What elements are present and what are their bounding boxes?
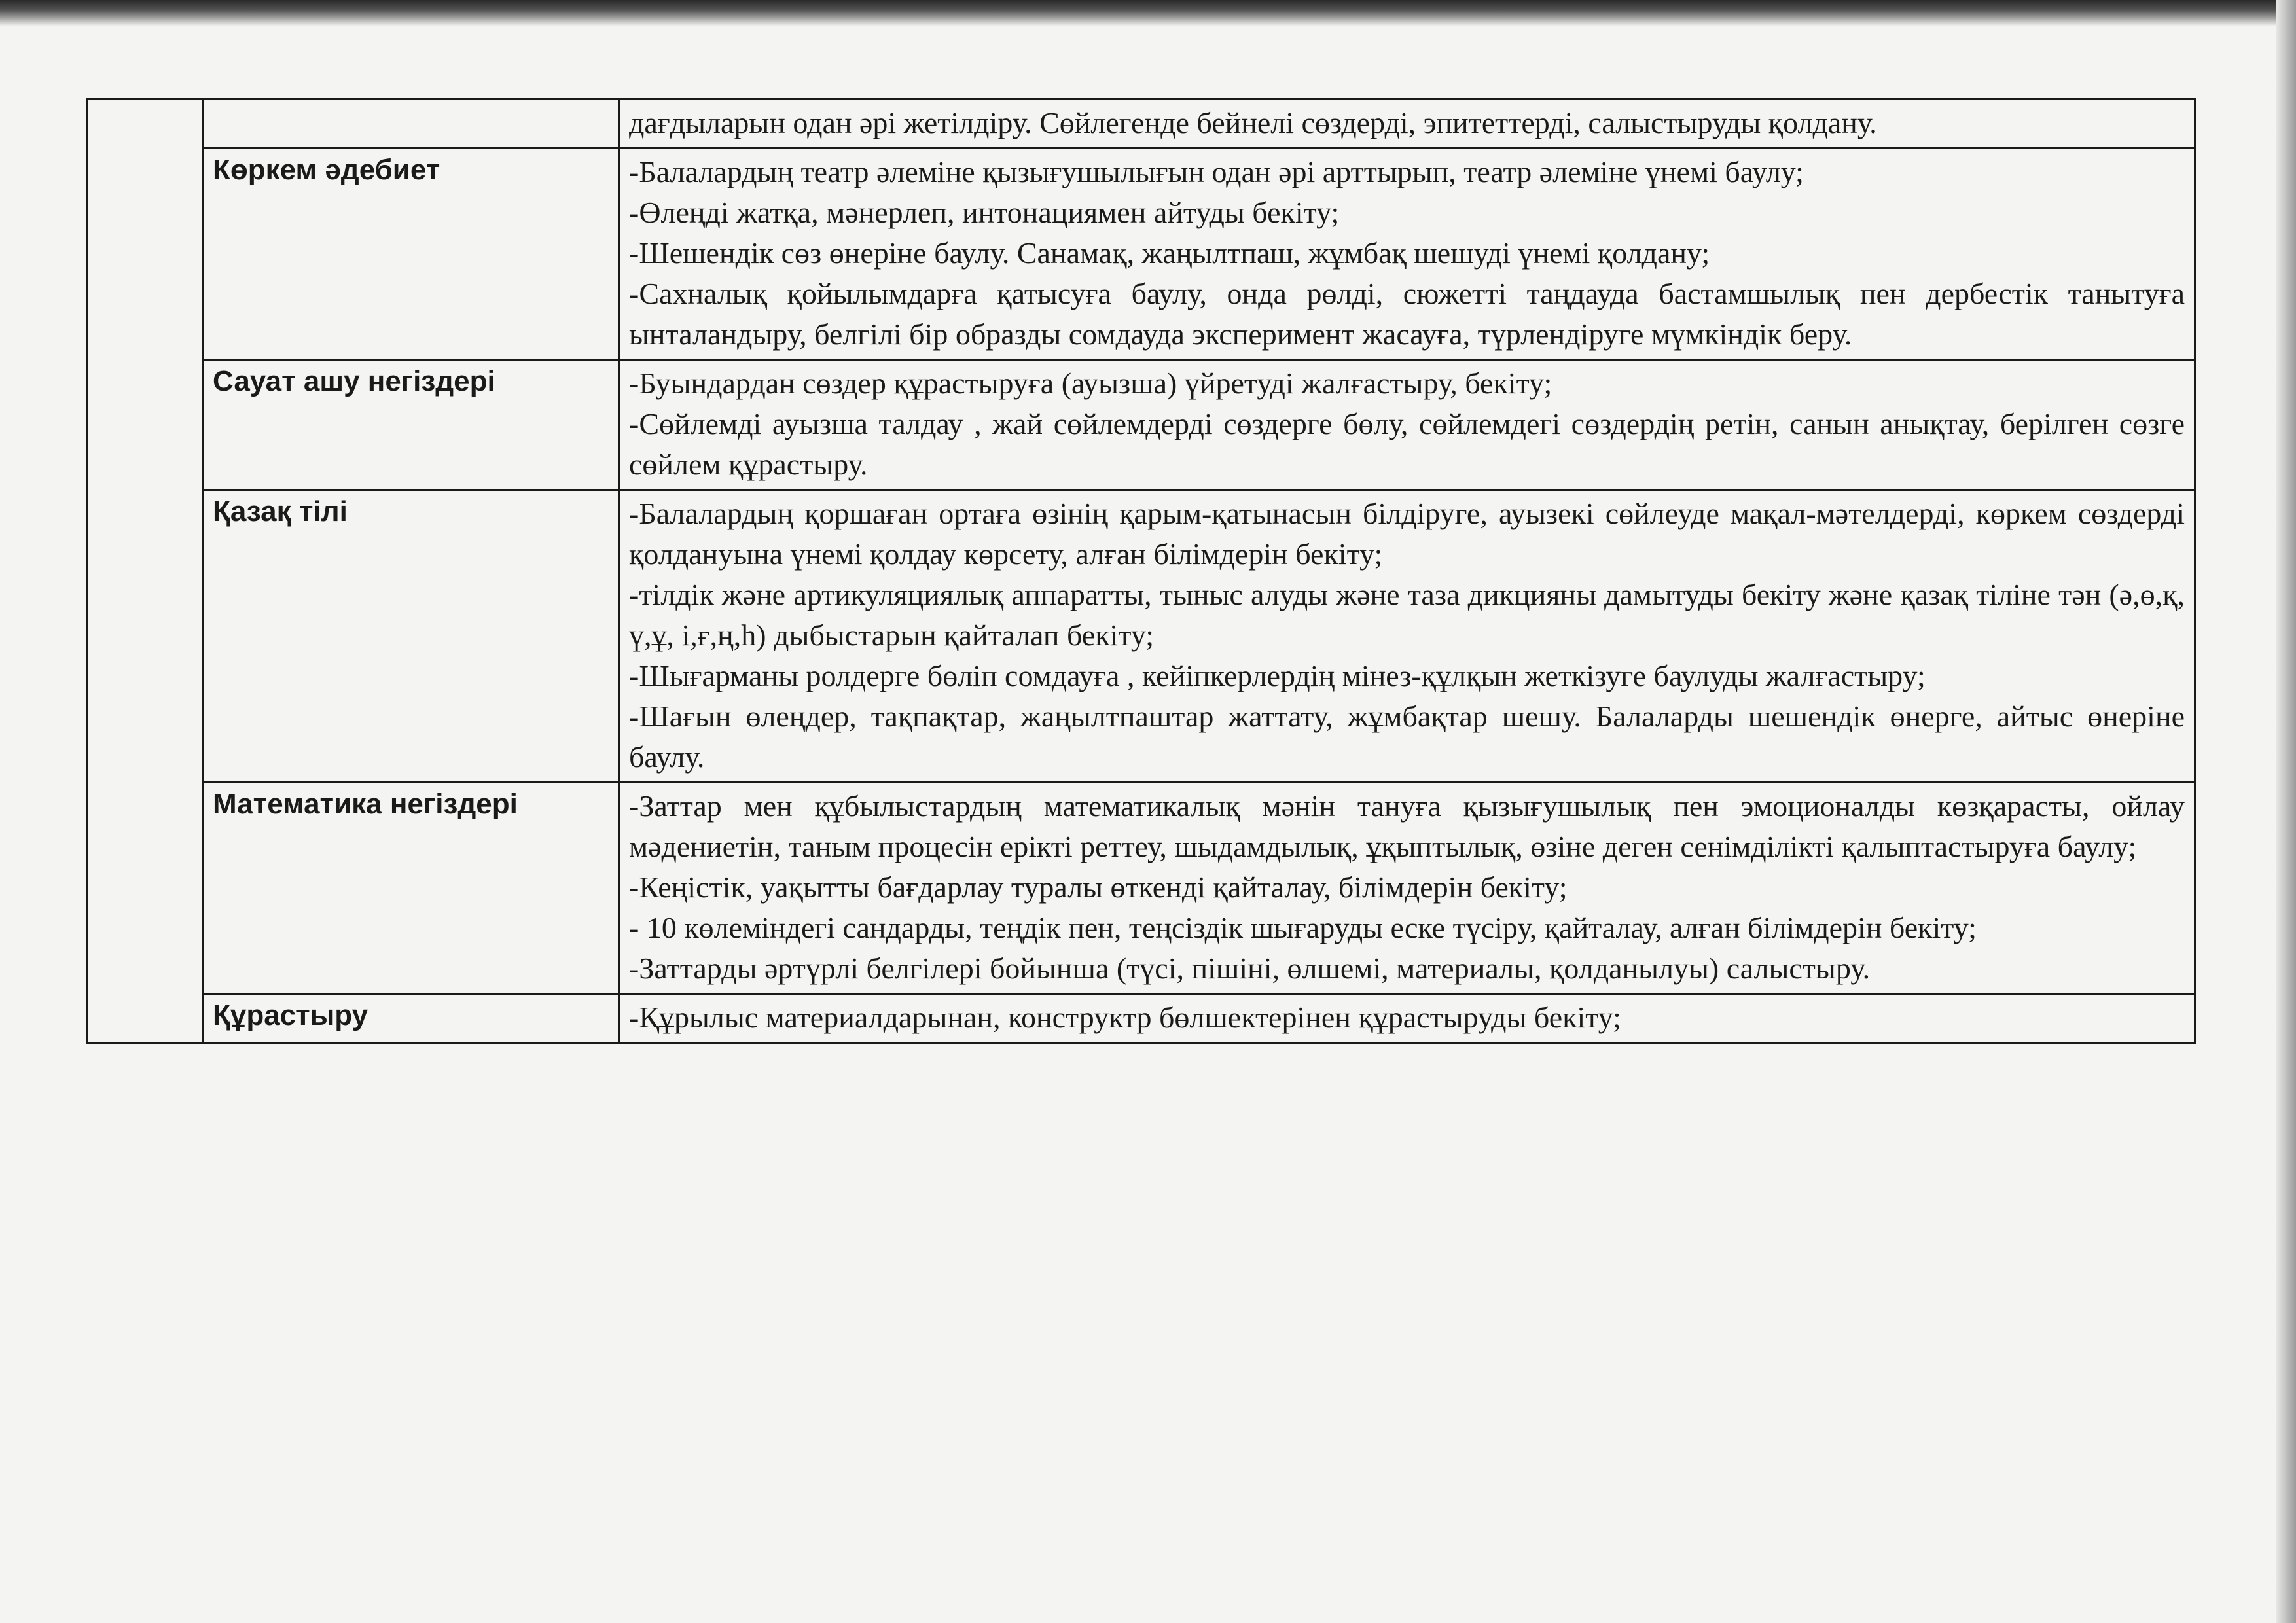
- content-cell: [619, 99, 2195, 149]
- content-paragraph: -тілдік және артикуляциялық аппаратты, тыныс алуды және таза дикцияны дамытуды бекіту және қазақ тіліне тән (ә,ө,қ, ү,ұ, і,ғ,ң,һ) дыбыстарын қайталап бекіту;: [629, 578, 2185, 652]
- content-cell: [619, 360, 2195, 490]
- content-paragraph: - 10 көлеміндегі сандарды, теңдік пен, теңсіздік шығаруды еске түсіру, қайталау, алған білімдерін бекіту;: [629, 911, 1977, 944]
- document-page: [86, 98, 2194, 1044]
- content-cell: [619, 149, 2195, 360]
- content-paragraph: дағдыларын одан әрі жетілдіру. Сөйлегенде бейнелі сөздерді, эпитеттерді, салыстыруды қолдану.: [629, 106, 1877, 139]
- curriculum-table-body: [88, 99, 2195, 1043]
- scan-shadow-right: [2276, 0, 2296, 1623]
- content-cell: [619, 994, 2195, 1043]
- content-paragraph: -Заттар мен құбылыстардың математикалық мәнін тануға қызығушылық пен эмоционалды көзқарасты, ойлау мәдениетін, таным процесін ерікті реттеу, шыдамдылық, ұқыптылық, өзіне деген сенімділікті қалыптастыруға баулу;: [629, 789, 2185, 863]
- subject-cell: Қазақ тілі: [203, 490, 619, 783]
- table-row: [88, 994, 2195, 1043]
- subject-cell: Сауат ашу негіздері: [203, 360, 619, 490]
- table-row: [88, 360, 2195, 490]
- curriculum-table: [86, 98, 2196, 1044]
- content-paragraph: -Балалардың қоршаған ортаға өзінің қарым-қатынасын білдіруге, ауызекі сөйлеуде мақал-мәтелдерді, көркем сөздерді қолдануына үнемі қолдау көрсету, алған білімдерін бекіту;: [629, 497, 2185, 571]
- content-paragraph: -Шешендік сөз өнеріне баулу. Санамақ, жаңылтпаш, жұмбақ шешуді үнемі қолдану;: [629, 236, 1710, 270]
- content-paragraph: -Құрылыс материалдарынан, конструктр бөлшектерінен құрастыруды бекіту;: [629, 1001, 1621, 1034]
- content-paragraph: -Заттарды әртүрлі белгілері бойынша (түсі, пішіні, өлшемі, материалы, қолданылуы) салыстыру.: [629, 952, 1871, 985]
- content-cell: [619, 490, 2195, 783]
- table-row: [88, 99, 2195, 149]
- table-row: [88, 490, 2195, 783]
- content-paragraph: -Шығарманы ролдерге бөліп сомдауға , кейіпкерлердің мінез-құлқын жеткізуге баулуды жалғастыру;: [629, 659, 1926, 692]
- subject-cell: Көркем әдебиет: [203, 149, 619, 360]
- table-row: [88, 149, 2195, 360]
- content-cell: [619, 783, 2195, 994]
- content-paragraph: -Шағын өлеңдер, тақпақтар, жаңылтпаштар жаттату, жұмбақтар шешу. Балаларды шешендік өнерге, айтыс өнеріне баулу.: [629, 700, 2185, 774]
- subject-cell: [203, 99, 619, 149]
- subject-cell: Құрастыру: [203, 994, 619, 1043]
- content-paragraph: -Балалардың театр әлеміне қызығушылығын одан әрі арттырып, театр әлеміне үнемі баулу;: [629, 155, 1804, 188]
- table-row: [88, 783, 2195, 994]
- scan-shadow-top: [0, 0, 2296, 26]
- content-paragraph: -Буындардан сөздер құрастыруға (ауызша) үйретуді жалғастыру, бекіту;: [629, 366, 1552, 400]
- content-paragraph: -Сөйлемді ауызша талдау , жай сөйлемдерді сөздерге бөлу, сөйлемдегі сөздердің ретін, санын анықтау, берілген сөзге сөйлем құрастыру.: [629, 407, 2185, 481]
- content-paragraph: -Кеңістік, уақытты бағдарлау туралы өткенді қайталау, білімдерін бекіту;: [629, 870, 1568, 904]
- blank-left-column: [88, 99, 203, 1043]
- content-paragraph: -Өлеңді жатқа, мәнерлеп, интонациямен айтуды бекіту;: [629, 196, 1340, 229]
- subject-cell: Математика негіздері: [203, 783, 619, 994]
- content-paragraph: -Сахналық қойылымдарға қатысуға баулу, онда рөлді, сюжетті таңдауда бастамшылық пен дербестік танытуға ынталандыру, белгілі бір образды сомдауда эксперимент жасауға, түрлендіруге мүмкіндік беру.: [629, 277, 2185, 351]
